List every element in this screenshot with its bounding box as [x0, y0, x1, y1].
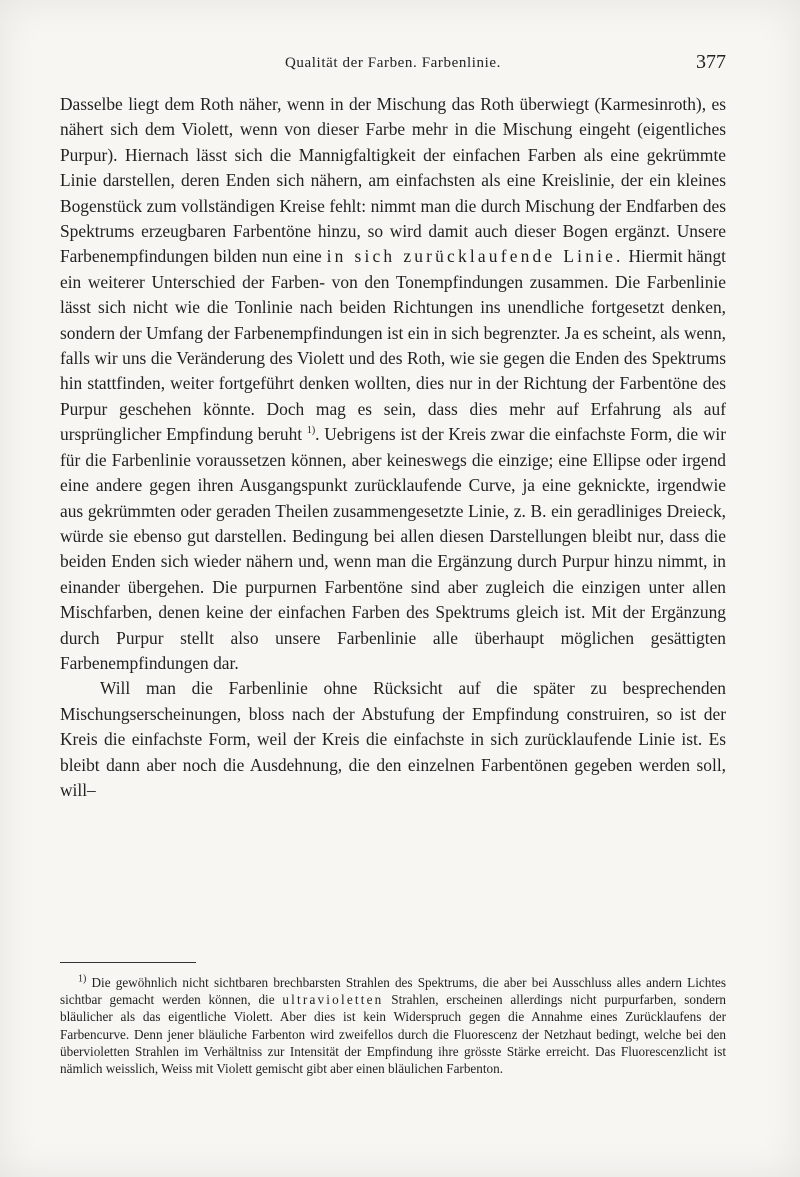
page-header — [60, 51, 726, 77]
footnote-reference[interactable]: 1) — [306, 425, 316, 437]
paragraph-1-text-c: . Uebrigens ist der Kreis zwar die einfachste Form, die wir für die Farbenlinie voraussetzen können, aber keineswegs die einzige; eine Ellipse oder irgend eine andere gegen ihren Ausgangspunkt zurücklaufende Curve, ja eine geknickte, irgendwie aus gekrümmten oder geraden Theilen zusammengesetzte Linie, z. B. ein geradliniges Dreieck, würde sie ebenso gut darstellen. Bedingung bei allen diesen Darstellungen bleibt nur, dass die beiden Enden sich wieder nähern und, wenn man die Ergänzung durch Purpur hinzu nimmt, in einander übergehen. Die purpurnen Farbentöne sind aber zugleich die einzigen unter allen Mischfarben, denen keine der einfachen Farben des Spektrums gleich ist. Mit der Ergänzung durch Purpur stellt also unsere Farbenlinie alle überhaupt möglichen gesättigten Farbenempfindungen dar. — [60, 424, 727, 673]
paragraph-1-text-b: Hiermit hängt ein weiterer Unterschied der Farben- von den Tonempfindungen zusammen. Die Farbenlinie lässt sich nicht wie die Tonlinie nach beiden Richtungen ins unendliche fortgesetzt denken, sondern der Umfang der Farbenempfindungen ist ein in sich begrenzter. Ja es scheint, als wenn, falls wir uns die Veränderung des Violett und des Roth, wie sie gegen die Enden des Spektrums hin stattfinden, weiter fortgeführt denken wollten, dies nur in der Richtung der Farbentöne des Purpur geschehen könnte. Doch mag es sein, dass dies mehr auf Erfahrung als auf ursprünglicher Empfindung beruht — [60, 246, 726, 445]
footnote-divider — [60, 962, 196, 963]
footnote-text-b: Strahlen, erscheinen allerdings nicht purpurfarben, sondern bläulicher als das eigentliche Violett. Aber dies ist kein Widerspruch gegen die Annahme eines Zurücklaufens der Farbencurve. Denn jener bläuliche Farbenton wird zweifellos durch die Fluorescenz der Netzhaut bedingt, welche bei den übervioletten Strahlen im Verhältniss zur Intensität der Empfindung ihre grösste Stärke erreicht. Das Fluorescenzlicht ist nämlich weisslich, Weiss mit Violett gemischt gibt aber einen bläulichen Farbenton. — [60, 992, 727, 1077]
footnote-emphasized-word: ultravioletten — [282, 992, 384, 1008]
footnote-marker: 1) — [78, 973, 87, 985]
paragraph-1-text-a: Dasselbe liegt dem Roth näher, wenn in der Mischung das Roth überwiegt (Karmesinroth), es nähert sich dem Violett, wenn von dieser Farbe mehr in die Mischung eingeht (eigentliches Purpur). Hiernach lässt sich die Mannigfaltigkeit der einfachen Farben als eine gekrümmte Linie darstellen, deren Enden sich nähern, am einfachsten als eine Kreislinie, der ein kleines Bogenstück zum vollständigen Kreise fehlt: nimmt man die durch Mischung der Endfarben des Spektrums erzeugbaren Farbentöne hinzu, so wird damit auch dieser Bogen ergänzt. Unsere Farbenempfindungen bilden nun eine — [60, 94, 726, 267]
footnote-text-a: Die gewöhnlich nicht sichtbaren brechbarsten Strahlen des Spektrums, die aber bei Ausschluss alles andern Lichtes sichtbar gemacht werden können, die — [60, 975, 726, 1008]
footnote-1 — [60, 974, 726, 1077]
page-number: 377 — [696, 51, 726, 73]
main-text — [60, 92, 726, 803]
paragraph-2: Will man die Farbenlinie ohne Rücksicht auf die später zu besprechenden Mischungserscheinungen, bloss nach der Abstufung der Empfindung construiren, so ist der Kreis die einfachste Form, weil der Kreis die einfachste in sich zurücklaufende Linie ist. Es bleibt dann aber noch die Ausdehnung, die den einzelnen Farbentönen gegeben werden soll, will– — [60, 678, 726, 800]
footnote-section — [60, 974, 726, 1077]
paragraph-1 — [60, 92, 726, 676]
running-title: Qualität der Farben. Farbenlinie. — [285, 55, 501, 71]
emphasized-phrase: in sich zurücklaufende Linie. — [326, 246, 624, 267]
